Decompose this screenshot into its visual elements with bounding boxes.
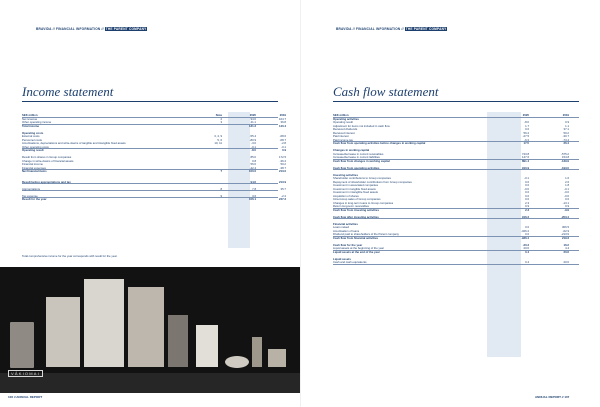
value-2019: -2.4 [281, 193, 286, 198]
header-section: FINANCIAL INFORMATION [55, 27, 101, 31]
value-2019: -0.6 [564, 193, 569, 198]
value-2019: -36.2 [279, 158, 286, 163]
value-2019: 219.6 [562, 235, 569, 240]
value-2020: 20.6 [523, 246, 529, 250]
right-page-footer [535, 395, 569, 399]
row-label: Financial expenses [22, 166, 46, 170]
value-2019: -203.4 [561, 214, 569, 219]
value-2019: 247.2 [279, 197, 286, 201]
footer-label-right: ANNUAL REPORT [535, 395, 561, 399]
value-2019: 0.9 [565, 120, 569, 124]
running-header-left [36, 27, 147, 31]
value-2019: 20.6 [563, 260, 569, 264]
row-label: Increase/decrease in current liabilities [333, 156, 380, 159]
row-label: Cash flow from operating activities [333, 166, 380, 170]
value-2020: 1.7 [525, 123, 529, 128]
value-2020: 2.3 [525, 200, 529, 205]
row-label: Other operating income [22, 121, 52, 124]
product-photo [0, 267, 300, 393]
value-2019: -0.1 [564, 186, 569, 191]
row-label: Cash flow from financial activities [333, 236, 379, 240]
value-2020: 891.4 [522, 158, 529, 163]
value-2019: 0.0 [565, 197, 569, 201]
bowl-object [225, 356, 249, 368]
value-2019: 4.4 [565, 246, 569, 250]
row-note: 5, 6 [217, 137, 222, 142]
header-separator: // [52, 27, 55, 31]
value-2019: 306.5 [562, 225, 569, 229]
value-2020: 7.8 [252, 186, 256, 191]
value-2019: 0.9 [565, 204, 569, 208]
right-page [300, 0, 600, 407]
value-2020: 0.4 [525, 249, 529, 254]
value-2019: 213.0 [279, 169, 286, 173]
value-2020: -27.5 [522, 134, 529, 138]
value-2020: 17.5 [523, 141, 529, 145]
row-label: Changes in working capital [333, 149, 370, 152]
title-rule [333, 101, 579, 102]
value-2020: 41.1 [250, 120, 256, 124]
value-2019: 20.6 [563, 249, 569, 254]
value-2019: 35.7 [280, 186, 286, 191]
value-2020: -20.2 [522, 242, 529, 247]
value-2020: 147.6 [522, 155, 529, 159]
row-label: Amortisations, depreciations and write-downs of tangible and intangible fixed assets [22, 142, 126, 145]
column-header-2020: 2020 [522, 113, 529, 117]
column-header-note: Note [215, 113, 222, 117]
row-label: Intra-Group sales of Group companies [333, 198, 381, 201]
row-label: Return long-term receivables [333, 205, 369, 208]
left-page-footer [8, 395, 42, 399]
row-label: Changes in long-term loans to Group companies [333, 201, 394, 205]
row-label: Result before appropriations and tax [22, 180, 71, 184]
row-label: Shareholder contributions to Group companies [333, 177, 391, 180]
row-note: 3 [220, 120, 222, 124]
value-2020: 0.0 [525, 232, 529, 236]
row-label: Repayment of shareholder contributions from Group companies [333, 180, 412, 184]
running-header-right [336, 27, 447, 31]
header-section: FINANCIAL INFORMATION [355, 27, 401, 31]
value-2020: 743.8 [522, 151, 529, 156]
value-2020: -936.4 [521, 235, 529, 240]
cup-object [196, 325, 218, 367]
row-label: Operating costs [22, 131, 44, 135]
row-label: Cash flow from investing activities [333, 208, 380, 212]
block-object [168, 315, 188, 367]
row-label: Dividend paid to shareholders of the Parent company [333, 233, 399, 236]
cash-flow-rows [333, 118, 579, 265]
row-label: Personnel costs [22, 138, 42, 142]
row-label: Other operating costs [22, 145, 49, 149]
value-2019: 37.1 [563, 127, 569, 131]
value-2020: -0.1 [524, 176, 529, 180]
income-statement-table [22, 113, 286, 202]
value-2019: -0.0 [564, 190, 569, 194]
value-2020: 0.0 [525, 183, 529, 187]
header-brand: BRAVIDA [36, 27, 52, 31]
value-2019: 213.9 [279, 179, 286, 184]
marble-slab-object [128, 287, 164, 367]
footer-label-left: ANNUAL REPORT [16, 395, 43, 399]
brand-logo: VÅKIOMAI [8, 370, 43, 377]
column-header-2019: 2019 [562, 113, 569, 117]
value-2019: -73.4 [562, 137, 569, 142]
value-2020: 131.2 [249, 123, 256, 128]
header-separator: // [101, 27, 104, 31]
row-note: 10, 11 [214, 141, 222, 145]
row-label: Cash flow from operating activities before changes in working capital [333, 142, 426, 145]
value-2020: 94.6 [250, 179, 256, 184]
value-2019: 36.8 [280, 120, 286, 124]
value-2020: 0.0 [525, 197, 529, 201]
value-2020: 3.6 [252, 193, 256, 198]
row-label: Investment in tangible fixed assets [333, 187, 376, 191]
row-label: Cash flow for the year [333, 243, 363, 247]
value-2020: 0.0 [525, 190, 529, 194]
value-2019: 1.8 [565, 183, 569, 187]
value-2019: -193.0 [561, 165, 569, 170]
footer-separator: // [13, 395, 16, 399]
value-2019: 104.7 [279, 116, 286, 121]
value-2020: 106.1 [249, 197, 256, 201]
value-2019: 50.2 [563, 130, 569, 135]
income-rows [22, 116, 286, 202]
row-label: Change in write-downs of financial assets [22, 159, 74, 163]
value-2020: 0.0 [525, 127, 529, 131]
value-2020: -0.6 [524, 186, 529, 191]
row-label: Adjustment for items not included in cash flow [333, 124, 390, 128]
row-note: 8 [220, 186, 222, 191]
row-label: Operating activities [333, 117, 359, 121]
row-label: Operating result [333, 121, 353, 124]
vase-object [10, 322, 34, 368]
cash-flow-table [333, 114, 579, 265]
value-2020: 0.4 [525, 260, 529, 264]
row-label: Total income [22, 124, 40, 128]
value-2019: 2.6 [565, 179, 569, 184]
value-2019: 50.2 [280, 162, 286, 166]
value-2019: -68.7 [279, 137, 286, 142]
row-label: Investment in intangible fixed assets [333, 191, 378, 194]
value-2019: 172.5 [279, 155, 286, 159]
row-note: 9 [220, 193, 222, 198]
header-highlight: THE PARENT COMPANY [105, 27, 147, 31]
value-2019: -13.1 [562, 200, 569, 205]
value-2020: 56.6 [250, 162, 256, 166]
row-label: Liquid assets at the end of the year [333, 250, 380, 254]
value-2019: 1.6 [565, 176, 569, 180]
row-label: Investing activities [333, 173, 359, 177]
value-2020: -6.3 [524, 137, 529, 142]
marble-board-object [46, 297, 80, 367]
value-2019: -213.9 [561, 232, 569, 236]
page-number-left: 106 [8, 395, 14, 399]
candle-object [252, 337, 262, 367]
row-label: Appropriations [22, 187, 41, 191]
value-2020: -8.0 [524, 120, 529, 124]
row-label: Net financial items [22, 170, 47, 173]
row-label: External costs [22, 135, 40, 138]
value-2019: -575.2 [561, 151, 569, 156]
value-2019: -68.0 [279, 134, 286, 138]
value-2019: -139.9 [561, 158, 569, 163]
header-highlight: THE PARENT COMPANY [405, 27, 447, 31]
value-2019: 26.4 [563, 141, 569, 145]
row-label: Amortisation of loans [333, 229, 360, 233]
value-2019: -0.1 [281, 144, 286, 149]
value-2020: 0.0 [525, 179, 529, 184]
value-2020: 0.0 [525, 225, 529, 229]
row-note: 2 [220, 116, 222, 121]
row-label: Cash flow after investing activities [333, 215, 379, 219]
row-label: Received interest [333, 131, 355, 135]
cash-flow-title: Cash flow statement [333, 84, 439, 99]
page-number-right: 107 [564, 395, 570, 399]
value-2019: -9.9 [564, 207, 569, 212]
row-label: Increase/decrease in current receivables [333, 152, 384, 156]
value-2019: 1.1 [565, 123, 569, 128]
row-label: Acquisition of shares [333, 194, 359, 198]
row-label: Investment in associated companies [333, 184, 379, 187]
value-2020: 916.2 [522, 214, 529, 219]
row-label: Paid income tax [333, 138, 353, 142]
column-header-label: SEK million [333, 114, 349, 117]
value-2020: -55.4 [249, 134, 256, 138]
income-statement-title: Income statement [22, 84, 114, 99]
value-2019: 154.8 [562, 155, 569, 159]
value-2020: 56.4 [523, 130, 529, 135]
value-2020: 0.9 [525, 204, 529, 208]
row-label: Liquid assets at the beginning of the year [333, 247, 385, 250]
value-2019: -38.7 [279, 165, 286, 170]
row-label: Received dividends [333, 128, 358, 131]
row-label: Net revenue [22, 117, 38, 121]
header-brand: BRAVIDA [336, 27, 352, 31]
title-rule [22, 101, 278, 102]
value-2019: 16.2 [563, 242, 569, 247]
table-surface [0, 373, 300, 393]
row-label: Tax expense [22, 194, 38, 198]
row-label: Cash flow from changes in working capital [333, 159, 390, 163]
column-header-2020: 2020 [249, 113, 256, 117]
value-2020: 910.9 [522, 165, 529, 170]
value-2020: 100.0 [249, 169, 256, 173]
value-2020: 85.0 [250, 155, 256, 159]
value-2019: 0.9 [282, 148, 286, 152]
value-2020: -326.4 [521, 228, 529, 233]
column-header-2019: 2019 [279, 113, 286, 117]
value-2019: -2.8 [281, 141, 286, 145]
row-note: 3, 4, 9 [214, 134, 222, 138]
box-object [268, 349, 286, 367]
value-2020: -0.1 [251, 144, 256, 149]
value-2020: 2.3 [525, 207, 529, 212]
value-2020: -42.4 [249, 165, 256, 170]
row-label: Result from shares in Group companies [22, 156, 72, 159]
marble-panel-object [84, 279, 124, 367]
table-row [22, 197, 286, 202]
value-2019: -62.9 [562, 228, 569, 233]
table-row [333, 261, 579, 265]
footer-separator: // [561, 395, 564, 399]
column-header-label: SEK million [22, 114, 38, 117]
row-label: Financial income [22, 163, 43, 166]
value-2019: -30.7 [562, 134, 569, 138]
header-separator: // [352, 27, 355, 31]
row-label: Result for the year [22, 198, 47, 201]
value-2020: -80.9 [249, 137, 256, 142]
row-note: 7 [220, 169, 222, 173]
row-label: Paid interest [333, 135, 349, 138]
income-footnote: Total comprehensive income for the year corresponds with result for the year. [22, 254, 118, 258]
value-2020: 94.6 [250, 116, 256, 121]
row-label: Cash and cash equivalents [333, 261, 367, 264]
still-life-illustration [0, 267, 300, 393]
value-2019: 140.4 [279, 123, 286, 128]
row-label: Financial activities [333, 222, 358, 226]
value-2020: -8.0 [251, 148, 256, 152]
row-label: Loans raised [333, 226, 350, 229]
row-label: Operating result [22, 149, 44, 152]
value-2020: 0.0 [525, 193, 529, 198]
row-label: Liquid assets [333, 257, 351, 261]
header-separator: // [401, 27, 404, 31]
value-2020: -3.0 [251, 141, 256, 145]
value-2020: 0.8 [252, 158, 256, 163]
